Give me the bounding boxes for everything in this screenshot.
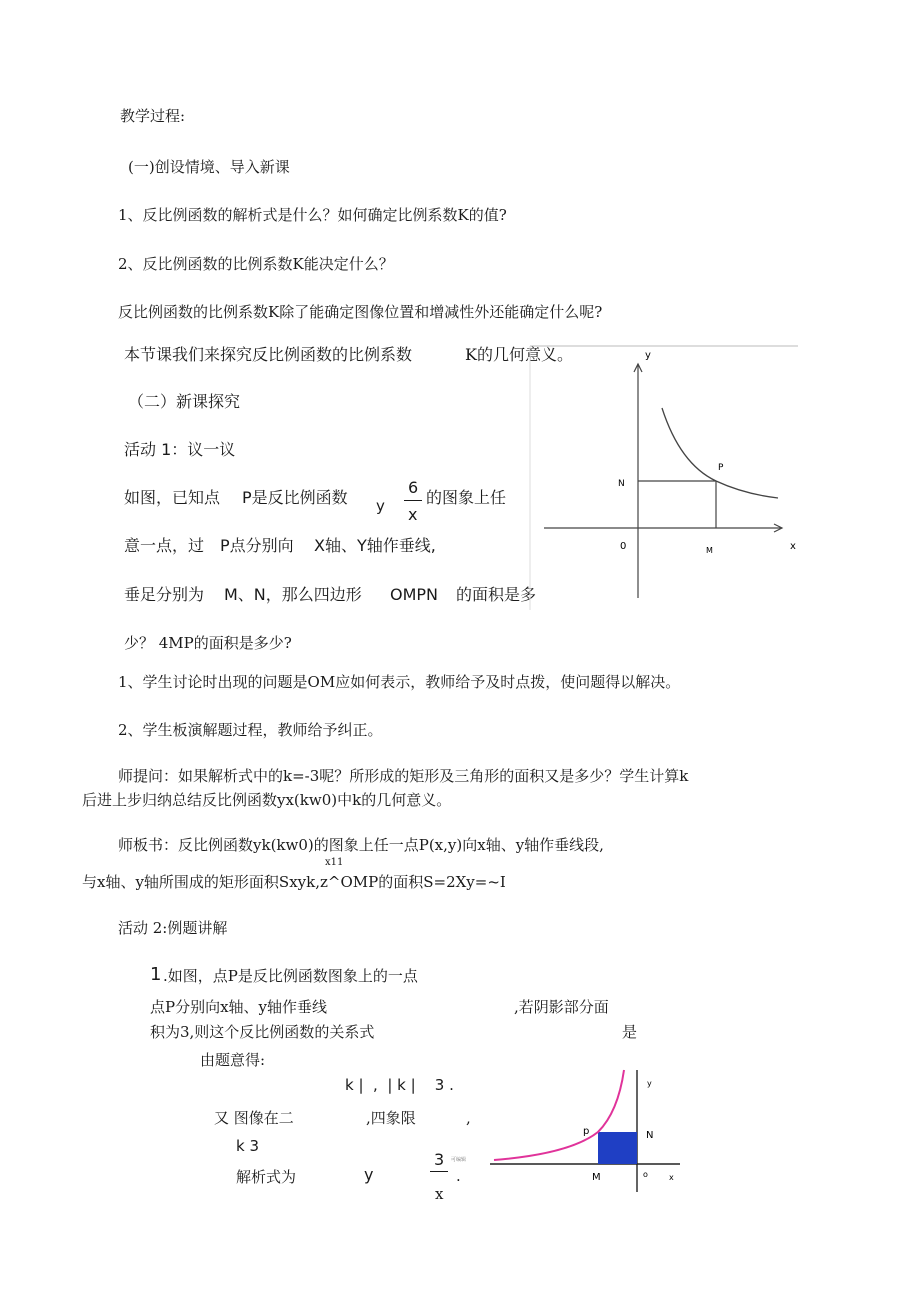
solution-fraction-bar: [430, 1171, 448, 1172]
hyperbola-figure: [530, 340, 820, 610]
question-1: 1、反比例函数的解析式是什么？如何确定比例系数K的值?: [118, 206, 507, 224]
example-line1: .如图，点P是反比例函数图象上的一点: [163, 967, 418, 985]
label-x-2: x: [669, 1173, 674, 1182]
solution-line4: k 3: [236, 1137, 259, 1155]
example-line2-b: ,若阴影部分面: [514, 998, 609, 1016]
solution-line2: k | , | k | 3 .: [345, 1076, 454, 1094]
question-3: 反比例函数的比例系数K除了能确定图像位置和增减性外还能确定什么呢?: [118, 303, 603, 321]
hyperbola-curve: [662, 408, 778, 498]
solution-line5: 解析式为: [236, 1168, 297, 1186]
label-y: y: [645, 350, 651, 361]
label-x: x: [790, 541, 796, 552]
paragraph-2: 2、学生板演解题过程，教师给予纠正。: [118, 721, 383, 739]
label-n: N: [618, 479, 625, 489]
activity-1-line3-a: 垂足分别为: [124, 585, 205, 604]
activity-1-line2-c: X轴、Y轴作垂线,: [314, 536, 436, 555]
solution-numerator: 3: [434, 1150, 445, 1169]
activity-1-line3-b: M、N，那么四边形: [224, 585, 362, 604]
formula-denominator: x: [408, 505, 418, 524]
solution-line3-b: ,四象限: [366, 1109, 416, 1127]
activity-2-title: 活动 2:例题讲解: [118, 919, 228, 937]
intro-text-2: K的几何意义。: [465, 345, 573, 364]
shaded-rectangle: [598, 1132, 637, 1164]
formula-numerator: 6: [408, 478, 419, 497]
label-m-2: M: [592, 1172, 601, 1183]
label-y-2: y: [647, 1079, 652, 1088]
activity-1-line3-c: OMPN: [390, 585, 439, 604]
activity-1-line1-a: 如图，已知点: [124, 488, 221, 507]
section-2-title: （二）新课探究: [128, 392, 241, 411]
activity-1-title: 活动 1：议一议: [124, 440, 236, 459]
solution-line1: 由题意得:: [200, 1051, 266, 1069]
example-line2-a: 点P分别向x轴、y轴作垂线: [150, 998, 328, 1016]
tiny-watermark-text: 可编辑: [451, 1157, 467, 1163]
activity-1-line2-a: 意一点，过: [124, 536, 205, 555]
example-line3-a: 积为3,则这个反比例函数的关系式: [150, 1023, 375, 1041]
paragraph-3a: 师提问：如果解析式中的k=-3呢？所形成的矩形及三角形的面积又是多少？学生计算k: [118, 767, 689, 785]
activity-1-line2-b: P点分别向: [220, 536, 294, 555]
activity-1-line4: 少？ 4MP的面积是多少?: [124, 634, 292, 652]
fraction-bar: [404, 500, 422, 501]
activity-1-line3-d: 的面积是多: [456, 585, 537, 604]
solution-denominator: x: [435, 1185, 444, 1203]
label-p: P: [718, 463, 724, 473]
label-n-2: N: [646, 1130, 654, 1141]
heading: 教学过程:: [120, 107, 186, 125]
paragraph-1: 1、学生讨论时出现的问题是OM应如何表示，教师给予及时点拨，使问题得以解决。: [118, 673, 681, 691]
solution-period: .: [456, 1167, 461, 1185]
paragraph-4b: 与x轴、y轴所围成的矩形面积Sxyk,z^OMP的面积S=2Xy=~I: [82, 873, 506, 891]
section-1-title: (一)创设情境、导入新课: [128, 158, 290, 176]
label-o: 0: [620, 541, 627, 552]
superscript: x11: [325, 857, 344, 868]
label-p-2: p: [583, 1126, 590, 1137]
paragraph-3b: 后进上步归纳总结反比例函数yx(kw0)中k的几何意义。: [82, 791, 452, 809]
label-m: M: [706, 546, 713, 555]
solution-line3-c: ,: [466, 1109, 471, 1127]
solution-line3-a: 又 图像在二: [214, 1109, 294, 1127]
example-line3-b: 是: [622, 1023, 638, 1041]
paragraph-4a: 师板书：反比例函数yk(kw0)的图象上任一点P(x,y)向x轴、y轴作垂线段,: [118, 836, 604, 854]
activity-1-line1-c: 的图象上任: [426, 488, 507, 507]
activity-1-line1-b: P是反比例函数: [242, 488, 348, 507]
intro-text: 本节课我们来探究反比例函数的比例系数: [124, 345, 413, 364]
formula-y: y: [376, 497, 385, 515]
label-o-2: o: [643, 1170, 648, 1179]
solution-y: y: [364, 1165, 374, 1184]
question-2: 2、反比例函数的比例系数K能决定什么？: [118, 255, 394, 273]
example-figure: [460, 1068, 700, 1196]
example-number: 1: [150, 964, 162, 985]
